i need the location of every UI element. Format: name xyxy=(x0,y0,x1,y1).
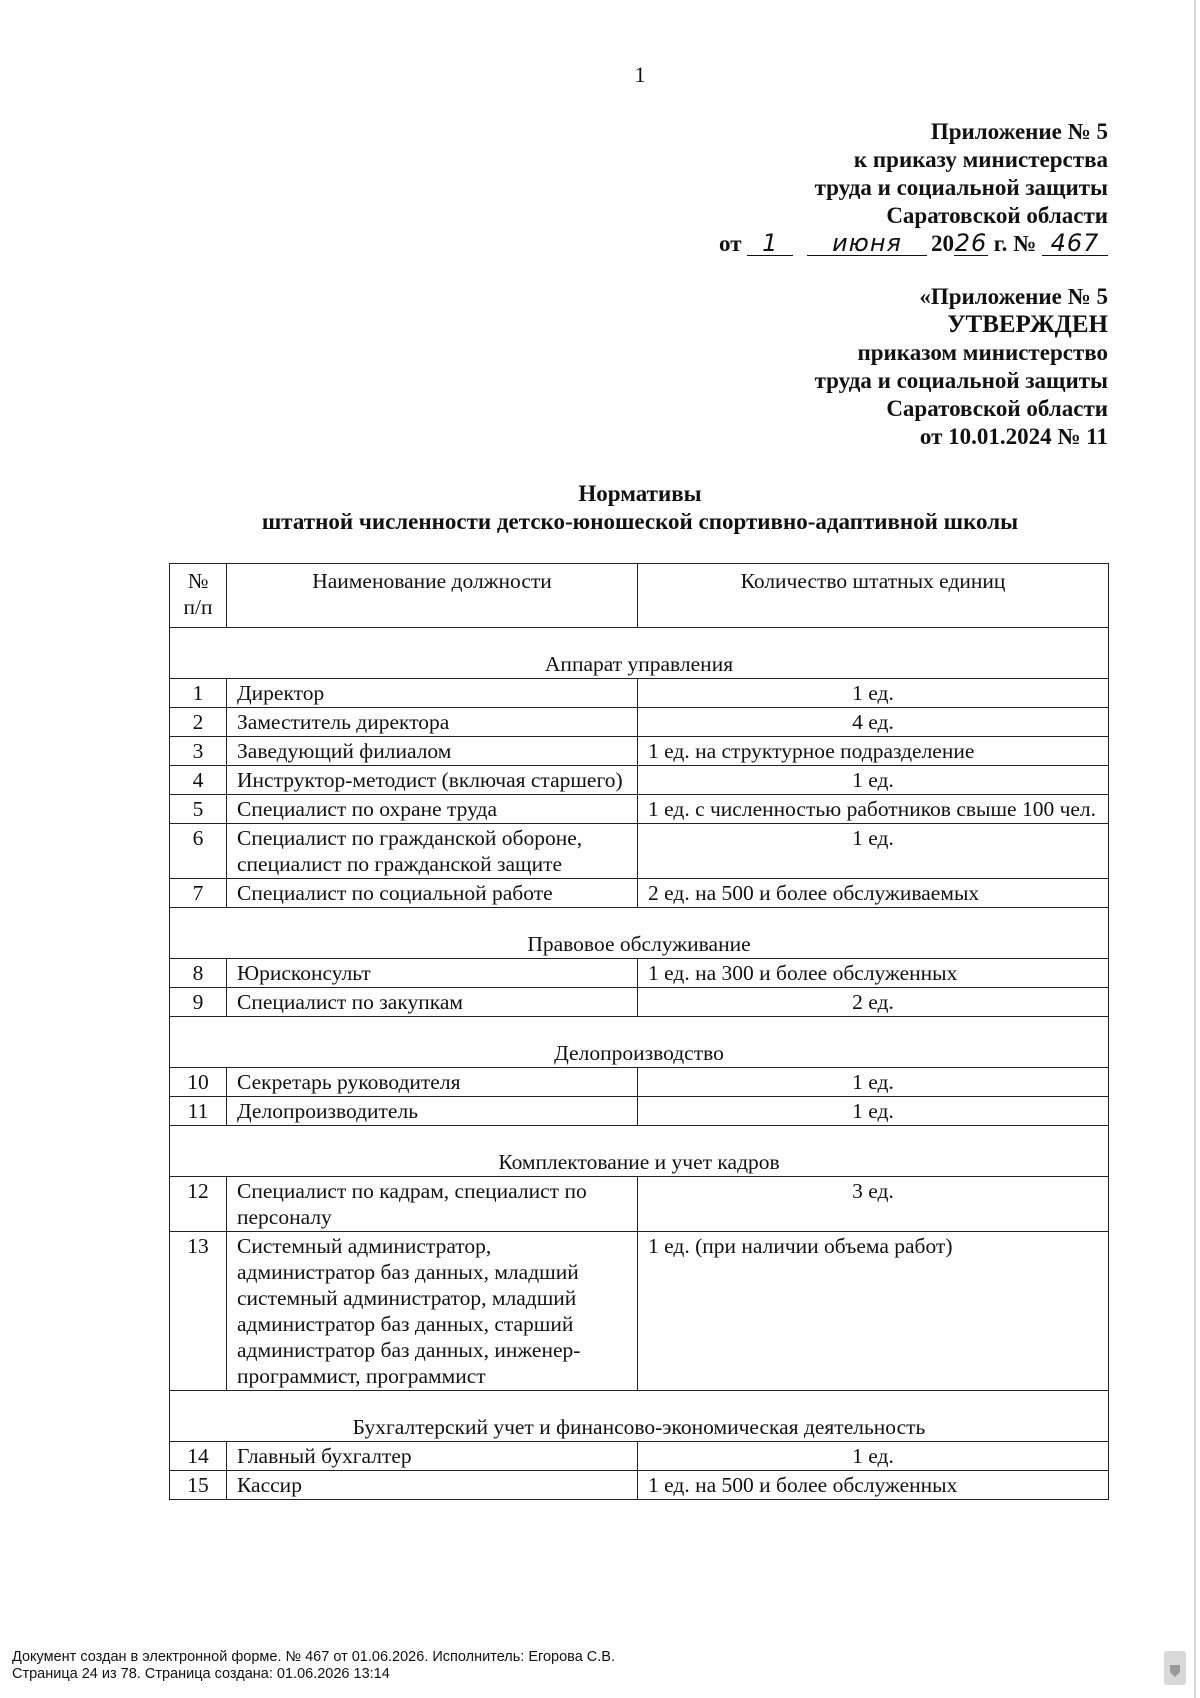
cell-num: 15 xyxy=(170,1471,227,1500)
table-row xyxy=(170,1068,1109,1097)
annex-line-2: к приказу министерства xyxy=(853,147,1108,172)
table-row xyxy=(170,1177,1109,1232)
staffing-norms-table xyxy=(169,563,1109,1500)
table-row xyxy=(170,679,1109,708)
cell-qty: 1 ед. xyxy=(638,679,1109,708)
section-title: Комплектование и учет кадров xyxy=(170,1126,1109,1177)
table-row xyxy=(170,1471,1109,1500)
section-row xyxy=(170,628,1109,679)
cell-name: Специалист по гражданской обороне, специалист по гражданской защите xyxy=(227,824,638,879)
cell-qty: 1 ед. на структурное подразделение xyxy=(638,737,1109,766)
annex-line-1: Приложение № 5 xyxy=(930,119,1108,144)
page-number: 1 xyxy=(634,62,646,87)
page-edge xyxy=(1194,0,1196,1698)
cell-name: Делопроизводитель xyxy=(227,1097,638,1126)
cell-qty: 3 ед. xyxy=(638,1177,1109,1232)
cell-name: Специалист по кадрам, специалист по персоналу xyxy=(227,1177,638,1232)
handwritten-month: июня xyxy=(807,231,927,256)
section-row xyxy=(170,1391,1109,1442)
cell-num: 7 xyxy=(170,879,227,908)
handwritten-number: 467 xyxy=(1042,231,1108,256)
cell-qty: 4 ед. xyxy=(638,708,1109,737)
cell-num: 2 xyxy=(170,708,227,737)
section-row xyxy=(170,1126,1109,1177)
coat-of-arms-icon xyxy=(1164,1651,1186,1685)
cell-name: Специалист по охране труда xyxy=(227,795,638,824)
cell-name: Инструктор-методист (включая старшего) xyxy=(227,766,638,795)
cell-qty: 2 ед. на 500 и более обслуживаемых xyxy=(638,879,1109,908)
cell-num: 11 xyxy=(170,1097,227,1126)
cell-qty: 1 ед. xyxy=(638,1068,1109,1097)
approved-line-4: труда и социальной защиты xyxy=(814,368,1108,393)
header-name: Наименование должности xyxy=(227,564,638,628)
cell-qty: 1 ед. xyxy=(638,824,1109,879)
cell-qty: 1 ед. на 500 и более обслуженных xyxy=(638,1471,1109,1500)
cell-qty: 1 ед. xyxy=(638,1097,1109,1126)
table-row xyxy=(170,988,1109,1017)
cell-num: 10 xyxy=(170,1068,227,1097)
cell-num: 5 xyxy=(170,795,227,824)
year-postfix: г. № xyxy=(993,231,1037,256)
handwritten-day: 1 xyxy=(747,231,793,256)
date-prefix: от xyxy=(719,231,742,256)
cell-name: Специалист по социальной работе xyxy=(227,879,638,908)
table-row xyxy=(170,708,1109,737)
table-row xyxy=(170,795,1109,824)
cell-name: Заведующий филиалом xyxy=(227,737,638,766)
section-title: Правовое обслуживание xyxy=(170,908,1109,959)
handwritten-year: 26 xyxy=(954,229,988,257)
cell-num: 4 xyxy=(170,766,227,795)
cell-name: Главный бухгалтер xyxy=(227,1442,638,1471)
cell-name: Специалист по закупкам xyxy=(227,988,638,1017)
cell-name: Кассир xyxy=(227,1471,638,1500)
cell-name: Юрисконсульт xyxy=(227,959,638,988)
approved-line-1: «Приложение № 5 xyxy=(919,284,1108,309)
annex-line-4: Саратовской области xyxy=(886,203,1108,228)
section-row xyxy=(170,1017,1109,1068)
cell-num: 8 xyxy=(170,959,227,988)
approved-header xyxy=(815,283,1108,451)
document-title xyxy=(170,480,1110,536)
section-row xyxy=(170,908,1109,959)
document-footer xyxy=(12,1649,615,1683)
table-row xyxy=(170,879,1109,908)
cell-num: 6 xyxy=(170,824,227,879)
table-row xyxy=(170,1442,1109,1471)
footer-line-2: Страница 24 из 78. Страница создана: 01.06.2026 13:14 xyxy=(12,1666,390,1682)
cell-name: Системный администратор, администратор баз данных, младший системный администратор, младший администратор баз данных, старший администратор баз данных, инженер-программист, программист xyxy=(227,1232,638,1391)
header-qty: Количество штатных единиц xyxy=(638,564,1109,628)
table-header-row xyxy=(170,564,1109,628)
approved-line-5: Саратовской области xyxy=(886,396,1108,421)
cell-qty: 2 ед. xyxy=(638,988,1109,1017)
cell-qty: 1 ед. xyxy=(638,766,1109,795)
table-row xyxy=(170,1232,1109,1391)
approved-line-3: приказом министерство xyxy=(857,340,1108,365)
annex-header xyxy=(719,118,1108,258)
annex-date-line xyxy=(719,230,1108,258)
header-num: № п/п xyxy=(170,564,227,628)
cell-qty: 1 ед. xyxy=(638,1442,1109,1471)
cell-num: 13 xyxy=(170,1232,227,1391)
title-line-1: Нормативы xyxy=(578,481,702,506)
year-prefix: 20 xyxy=(931,231,955,256)
table-row xyxy=(170,737,1109,766)
cell-name: Директор xyxy=(227,679,638,708)
cell-qty: 1 ед. на 300 и более обслуженных xyxy=(638,959,1109,988)
section-title: Аппарат управления xyxy=(170,628,1109,679)
table-row xyxy=(170,959,1109,988)
cell-num: 1 xyxy=(170,679,227,708)
annex-line-3: труда и социальной защиты xyxy=(814,175,1108,200)
cell-num: 9 xyxy=(170,988,227,1017)
approved-stamp: УТВЕРЖДЕН xyxy=(947,311,1108,338)
cell-qty: 1 ед. с численностью работников свыше 100 чел. xyxy=(638,795,1109,824)
cell-qty: 1 ед. (при наличии объема работ) xyxy=(638,1232,1109,1391)
section-title: Делопроизводство xyxy=(170,1017,1109,1068)
title-line-2: штатной численности детско-юношеской спортивно-адаптивной школы xyxy=(261,509,1019,534)
cell-num: 12 xyxy=(170,1177,227,1232)
table-row xyxy=(170,766,1109,795)
table-row xyxy=(170,1097,1109,1126)
table-row xyxy=(170,824,1109,879)
cell-num: 3 xyxy=(170,737,227,766)
approved-line-6: от 10.01.2024 № 11 xyxy=(919,424,1108,449)
section-title: Бухгалтерский учет и финансово-экономическая деятельность xyxy=(170,1391,1109,1442)
cell-name: Секретарь руководителя xyxy=(227,1068,638,1097)
cell-num: 14 xyxy=(170,1442,227,1471)
footer-line-1: Документ создан в электронной форме. № 467 от 01.06.2026. Исполнитель: Егорова С.В. xyxy=(12,1649,616,1665)
cell-name: Заместитель директора xyxy=(227,708,638,737)
